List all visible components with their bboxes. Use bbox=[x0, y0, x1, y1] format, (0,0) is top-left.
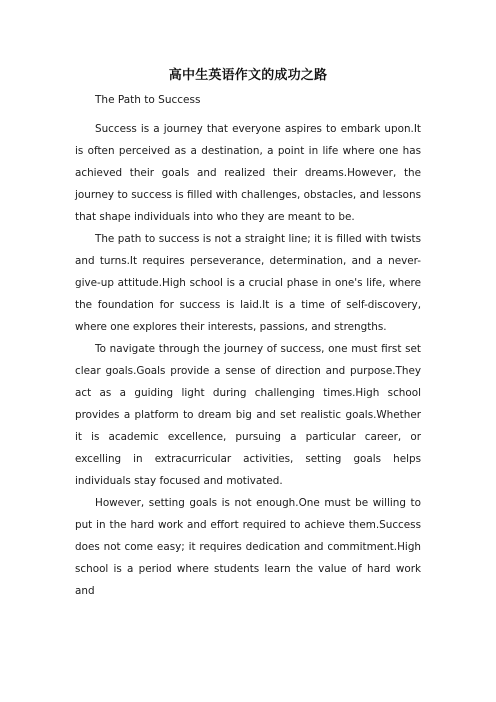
paragraph: Success is a journey that everyone aspires to embark upon.It is often perceived as a destination, a point in life where one has achieved their goals and realized their dreams.However, the journey to success is filled with challenges, obstacles, and lessons that shape individuals into who they are meant to be. bbox=[75, 123, 421, 223]
paragraph: To navigate through the journey of success, one must first set clear goals.Goals provide a sense of direction and purpose.They act as a guiding light during challenging times.High school provides a platform to dream big and set realistic goals.Whether it is academic excellence, pursuing a particular career, or excelling in extracurricular activities, setting goals helps individuals stay focused and motivated. bbox=[75, 343, 421, 487]
paragraph: The path to success is not a straight line; it is filled with twists and turns.It requires perseverance, determination, and a never-give-up attitude.High school is a crucial phase in one's life, where the foundation for success is laid.It is a time of self-discovery, where one explores their interests, passions, and strengths. bbox=[75, 233, 421, 333]
paragraph: However, setting goals is not enough.One must be willing to put in the hard work and effort required to achieve them.Success does not come easy; it requires dedication and commitment.High school is a period where students learn the value of hard work and bbox=[75, 497, 421, 597]
document-title: 高中生英语作文的成功之路 bbox=[168, 68, 328, 83]
essay-body bbox=[75, 118, 421, 602]
essay-title: The Path to Success bbox=[95, 94, 201, 106]
